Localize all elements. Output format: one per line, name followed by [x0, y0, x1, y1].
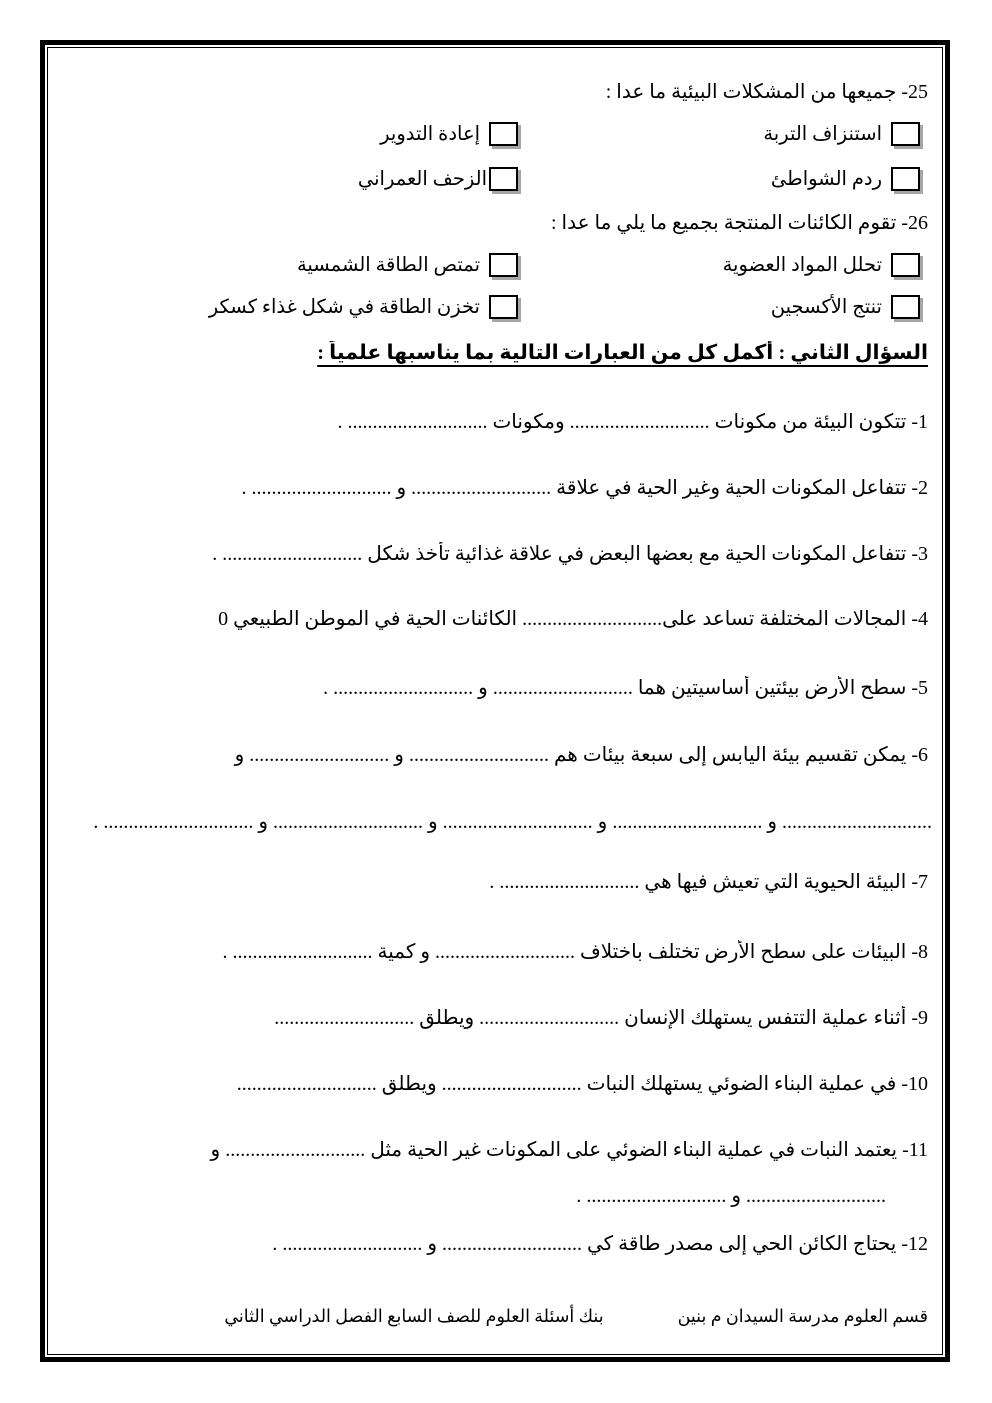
fill-item-11: 11- يعتمد النبات في عملية البناء الضوئي على المكونات غير الحية مثل ............................ و — [210, 1139, 928, 1161]
fill-item-4: 4- المجالات المختلفة تساعد على............................ الكائنات الحية في الموطن الطبيعي 0 — [218, 608, 928, 630]
checkbox-icon[interactable] — [891, 167, 920, 191]
mcq-26-options-row-2 — [54, 295, 920, 319]
mcq-26-options-row-1 — [54, 253, 920, 277]
mcq-option — [209, 295, 518, 319]
fill-item-2: 2- تتفاعل المكونات الحية وغير الحية في علاقة ............................ و ............................ . — [241, 477, 928, 499]
page-border-frame — [40, 40, 950, 1362]
checkbox-icon[interactable] — [489, 295, 518, 319]
mcq-option-label: ردم الشواطئ — [770, 169, 882, 190]
fill-item-10: 10- في عملية البناء الضوئي يستهلك النبات ............................ ويطلق ............................ — [236, 1073, 928, 1095]
mcq-option-label: الزحف العمراني — [357, 169, 487, 190]
mcq-option-label: تمتص الطاقة الشمسية — [296, 255, 480, 276]
mcq-question-25: 25- جميعها من المشكلات البيئية ما عدا : — [605, 81, 928, 103]
fill-item-3: 3- تتفاعل المكونات الحية مع بعضها البعض في علاقة غذائية تأخذ شكل ............................ . — [212, 543, 928, 565]
fill-item-12: 12- يحتاج الكائن الحي إلى مصدر طاقة كي ............................ و ............................ . — [272, 1233, 928, 1255]
mcq-25-options-row-2 — [54, 167, 920, 191]
mcq-option-label: استنزاف التربة — [763, 124, 882, 145]
fill-item-5: 5- سطح الأرض بيئتين أساسيتين هما ............................ و ............................ . — [323, 677, 928, 699]
fill-item-8: 8- البيئات على سطح الأرض تختلف باختلاف ............................ و كمية ............................ . — [222, 941, 928, 963]
mcq-option-label: تحلل المواد العضوية — [722, 255, 882, 276]
fill-item-9: 9- أثناء عملية التتفس يستهلك الإنسان ............................ ويطلق ............................ — [274, 1007, 928, 1029]
mcq-option — [380, 122, 518, 146]
checkbox-icon[interactable] — [489, 167, 518, 191]
mcq-option — [358, 167, 518, 191]
mcq-question-26: 26- تقوم الكائنات المنتجة بجميع ما يلي ما عدا : — [550, 212, 928, 234]
mcq-option — [518, 295, 920, 319]
fill-item-6-continuation: .............................. و .............................. و .............................. و .............................. و .............................. . — [93, 811, 932, 833]
checkbox-icon[interactable] — [891, 253, 920, 277]
mcq-option-label: تنتج الأكسجين — [770, 297, 882, 318]
footer — [54, 1306, 928, 1327]
checkbox-icon[interactable] — [489, 122, 518, 146]
mcq-option-label: تخزن الطاقة في شكل غذاء كسكر — [208, 297, 480, 318]
mcq-option — [518, 253, 920, 277]
mcq-option-label: إعادة التدوير — [380, 124, 480, 145]
footer-department: قسم العلوم مدرسة السيدان م بنين — [677, 1306, 928, 1326]
checkbox-icon[interactable] — [891, 295, 920, 319]
checkbox-icon[interactable] — [891, 122, 920, 146]
checkbox-icon[interactable] — [489, 253, 518, 277]
fill-item-11-continuation: ............................ و ............................ . — [576, 1185, 886, 1207]
worksheet-content — [47, 47, 943, 1355]
footer-question-bank: بنك أسئلة العلوم للصف السابع الفصل الدراسي الثاني — [224, 1306, 604, 1326]
mcq-option — [518, 167, 920, 191]
mcq-option — [518, 122, 920, 146]
mcq-option — [297, 253, 518, 277]
fill-item-6: 6- يمكن تقسيم بيئة اليابس إلى سبعة بيئات هم ............................ و ............................ و — [234, 744, 928, 766]
section-title: السؤال الثاني : أكمل كل من العبارات التالية بما يناسبها علمياً : — [317, 342, 928, 364]
mcq-25-options-row-1 — [54, 122, 920, 146]
fill-item-1: 1- تتكون البيئة من مكونات ............................ ومكونات ............................ . — [337, 411, 928, 433]
fill-item-7: 7- البيئة الحيوية التي تعيش فيها هي ............................ . — [489, 871, 928, 893]
